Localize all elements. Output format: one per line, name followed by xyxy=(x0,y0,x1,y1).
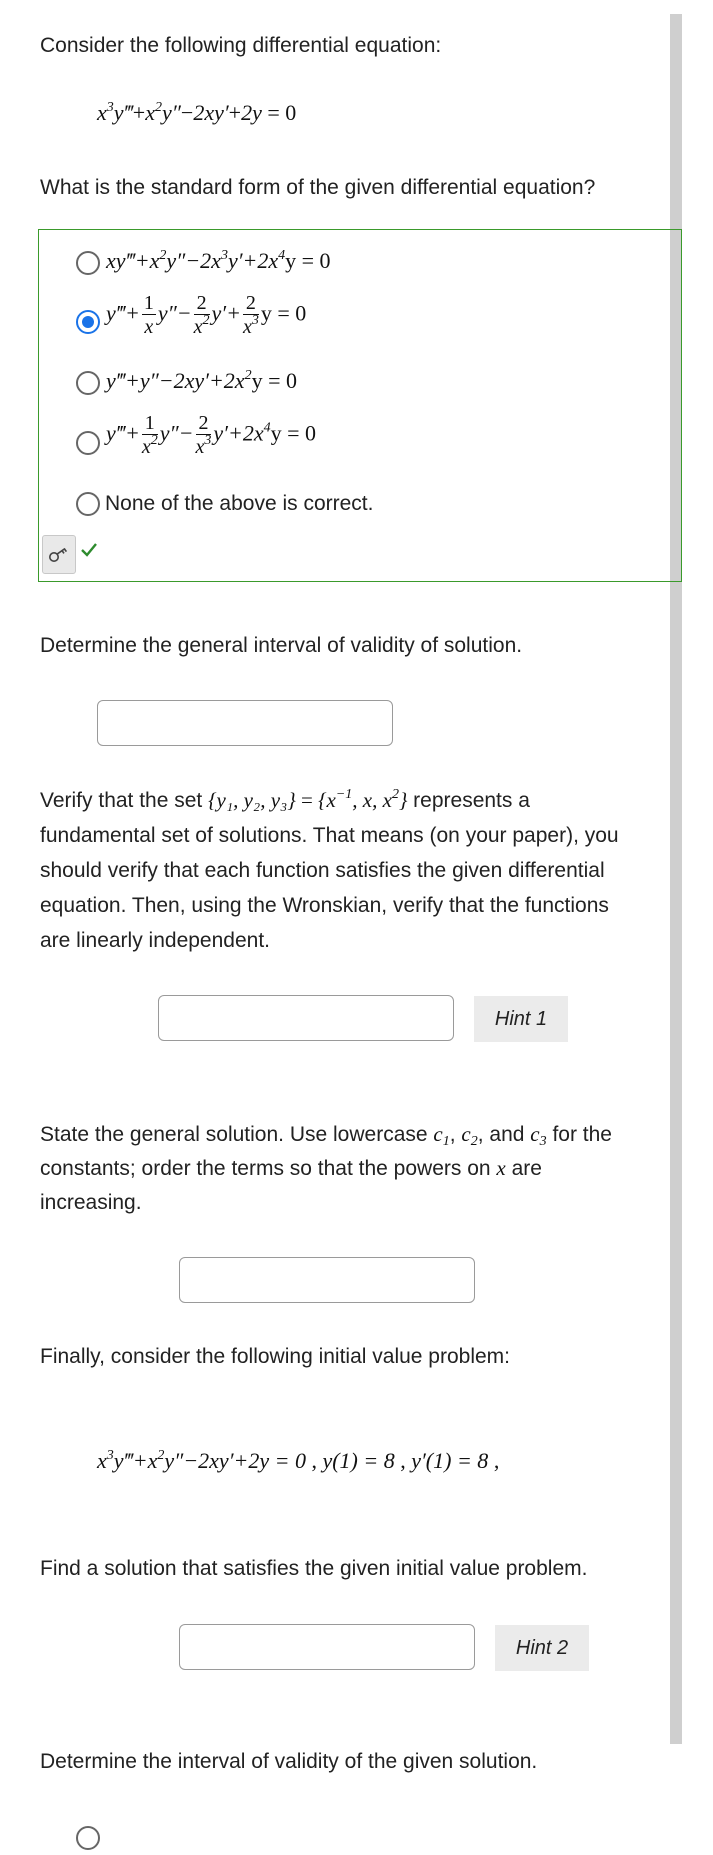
question-general-solution-line1: State the general solution. Use lowercase $c_1$, $c_2$, and $c_3$ for the xyxy=(40,1122,612,1149)
hint-2-button[interactable]: Hint 2 xyxy=(495,1625,589,1671)
question-ivp-intro: Finally, consider the following initial value problem: xyxy=(40,1345,511,1368)
question-verify-line5: are linearly independent. xyxy=(40,929,270,952)
question-ivp-solution: Find a solution that satisfies the given initial value problem. xyxy=(40,1557,588,1580)
question-verify-line4: equation. Then, using the Wronskian, verify that the functions xyxy=(40,894,609,917)
question-standard-form: What is the standard form of the given differential equation? xyxy=(40,176,596,199)
question-verify-line1: Verify that the set {y₁, y₂, $y_3\} = \{x^{-1}$, x, $x^2$} represents a xyxy=(40,787,530,812)
ivp-equation: $x^3y‴+x^2y''-2xy'+2y = 0$ , y(1) = 8 , y′(1) = 8 , xyxy=(97,1448,500,1473)
key-icon xyxy=(48,547,70,563)
question-ivp-interval: Determine the interval of validity of the given solution. xyxy=(40,1750,538,1773)
radio-interval-option-1[interactable] xyxy=(76,1826,100,1850)
radio-option-3[interactable] xyxy=(76,371,100,395)
question-verify-line3: should verify that each function satisfies the given differential xyxy=(40,859,605,882)
answer-box xyxy=(38,229,682,582)
checkmark-icon xyxy=(80,542,98,558)
option-5-label[interactable]: None of the above is correct. xyxy=(105,492,374,515)
hint-1-button[interactable]: Hint 1 xyxy=(474,996,568,1042)
general-solution-input[interactable] xyxy=(179,1257,475,1303)
interval-input[interactable] xyxy=(97,700,393,746)
option-2-label[interactable]: y‴+ $\frac{1}{x}$ y″− $\frac{2}{x^2}$ y′+ $\frac{2}{x^3}$ y = 0 xyxy=(106,292,307,338)
option-3-label[interactable]: $y‴+y''-2xy'+2x^2y = 0$ xyxy=(106,368,297,393)
differential-equation: $x^3y‴+x^2y''-2xy'+2y = 0$ xyxy=(97,100,297,125)
radio-option-4[interactable] xyxy=(76,431,100,455)
radio-option-2[interactable] xyxy=(76,310,100,334)
ivp-solution-input[interactable] xyxy=(179,1624,475,1670)
radio-option-5[interactable] xyxy=(76,492,100,516)
verify-input[interactable] xyxy=(158,995,454,1041)
intro-text: Consider the following differential equation: xyxy=(40,34,442,57)
question-general-solution-line3: increasing. xyxy=(40,1191,142,1214)
question-interval: Determine the general interval of validity of solution. xyxy=(40,634,523,657)
question-general-solution-line2: constants; order the terms so that the powers on x are xyxy=(40,1156,542,1180)
option-1-label[interactable]: $xy‴+x^2y''-2x^3y'+2x^4y = 0$ xyxy=(106,248,331,273)
question-verify-line2: fundamental set of solutions. That means (on your paper), you xyxy=(40,824,619,847)
option-4-label[interactable]: y‴+ $\frac{1}{x^2}$ y″− $\frac{2}{x^3}$ $y'+2x^4y = 0$ xyxy=(106,412,317,458)
key-button[interactable] xyxy=(42,535,76,574)
radio-option-1[interactable] xyxy=(76,251,100,275)
